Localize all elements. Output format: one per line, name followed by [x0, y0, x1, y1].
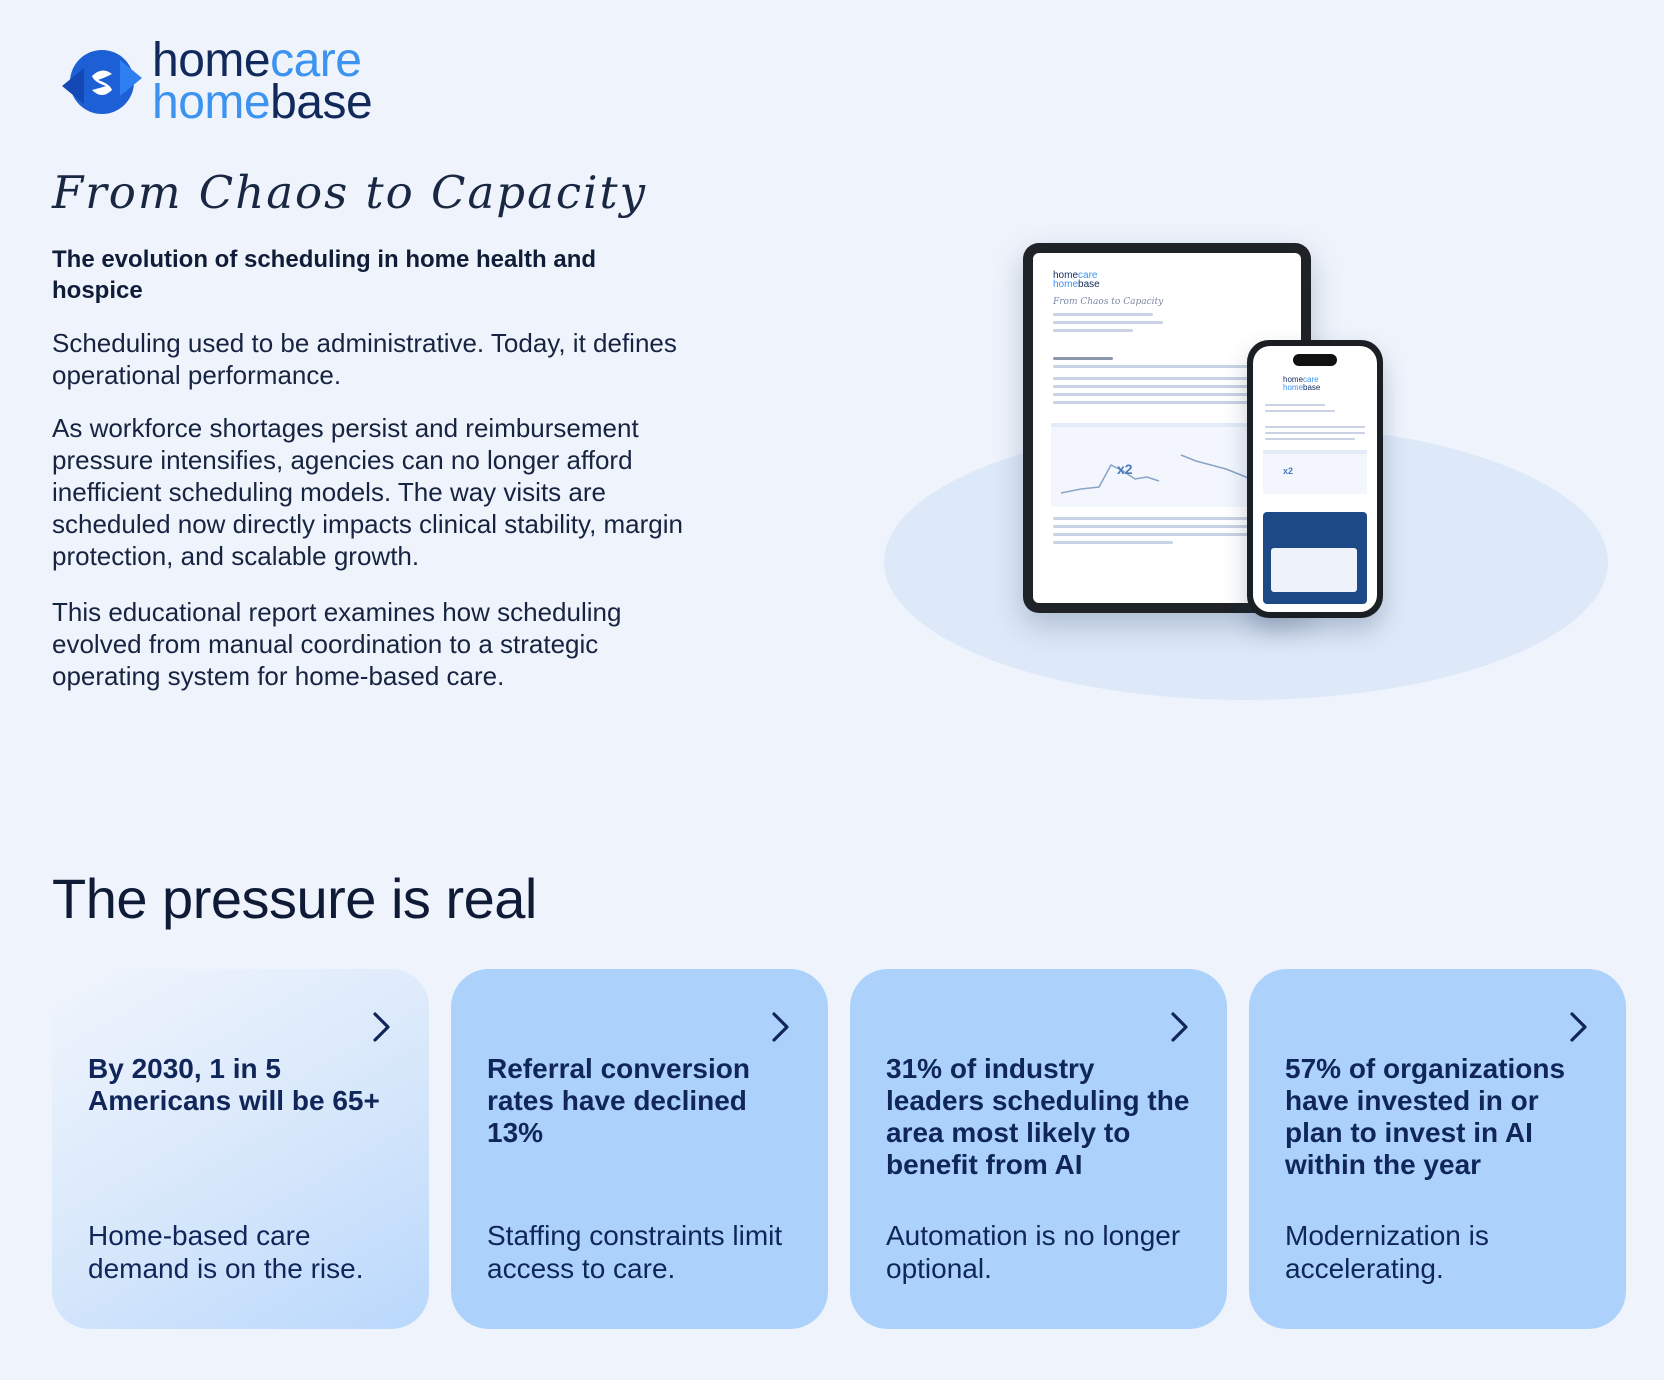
phone-mockup	[1247, 340, 1383, 618]
stat-headline: 57% of organizations have invested in or plan to invest in AI within the year	[1285, 1053, 1566, 1180]
stat-card[interactable]	[52, 969, 429, 1329]
stat-note: Modernization is accelerating.	[1285, 1220, 1489, 1284]
hero-paragraph: This educational report examines how scheduling evolved from manual coordination to a strategic operating system for home-based care.	[52, 597, 622, 691]
text-line	[1265, 410, 1335, 412]
brand-logo[interactable]	[58, 34, 373, 129]
chart-callout: x2	[1117, 461, 1133, 477]
stat-headline: Referral conversion rates have declined 13%	[487, 1053, 750, 1148]
stat-headline: 31% of industry leaders scheduling the area most likely to benefit from AI	[886, 1053, 1190, 1180]
tablet-report-title: From Chaos to Capacity	[1053, 297, 1164, 307]
phone-notch	[1293, 354, 1337, 366]
report-preview-illustration	[880, 226, 1620, 716]
stat-headline: By 2030, 1 in 5 Americans will be 65+	[88, 1053, 380, 1116]
text-line	[1053, 393, 1253, 396]
chevron-right-icon	[766, 1009, 794, 1045]
text-line	[1265, 404, 1325, 406]
phone-cta-panel	[1263, 512, 1367, 604]
text-line	[1053, 313, 1153, 316]
text-line	[1053, 329, 1133, 332]
hero-subtitle: The evolution of scheduling in home health and hospice	[52, 246, 597, 304]
stat-card[interactable]	[451, 969, 828, 1329]
chevron-right-icon	[367, 1009, 395, 1045]
section-title: The pressure is real	[52, 867, 537, 930]
text-line	[1053, 357, 1113, 360]
phone-embedded-screenshot	[1271, 548, 1357, 592]
hero-paragraph: As workforce shortages persist and reimbursement pressure intensifies, agencies can no longer afford inefficient scheduling models. The way visits are scheduled now directly impacts clinical stability, margin protection, and scalable growth.	[52, 413, 683, 571]
text-line	[1053, 533, 1263, 536]
stat-note: Staffing constraints limit access to care.	[487, 1220, 783, 1284]
text-line	[1053, 401, 1273, 404]
hero-title: From Chaos to Capacity	[52, 166, 648, 219]
phone-screen	[1253, 346, 1377, 612]
hero-paragraph: Scheduling used to be administrative. Today, it defines operational performance.	[52, 328, 677, 390]
brand-wordmark: homecare homebase	[152, 34, 373, 129]
stat-note: Automation is no longer optional.	[886, 1220, 1181, 1284]
chevron-right-icon	[1165, 1009, 1193, 1045]
homecare-homebase-logo-icon	[58, 38, 146, 126]
text-line	[1265, 438, 1355, 440]
phone-mini-logo: homecare homebase	[1283, 375, 1321, 392]
text-line	[1265, 432, 1365, 434]
phone-chart-callout: x2	[1283, 466, 1294, 476]
chevron-right-icon	[1564, 1009, 1592, 1045]
text-line	[1053, 321, 1163, 324]
text-line	[1265, 426, 1365, 428]
text-line	[1053, 541, 1173, 544]
stat-card[interactable]	[1249, 969, 1626, 1329]
phone-chart-preview	[1263, 450, 1367, 494]
stat-card[interactable]	[850, 969, 1227, 1329]
stats-card-row	[52, 969, 1626, 1329]
tablet-mini-logo: homecare homebase	[1053, 270, 1100, 290]
stat-note: Home-based care demand is on the rise.	[88, 1220, 364, 1284]
